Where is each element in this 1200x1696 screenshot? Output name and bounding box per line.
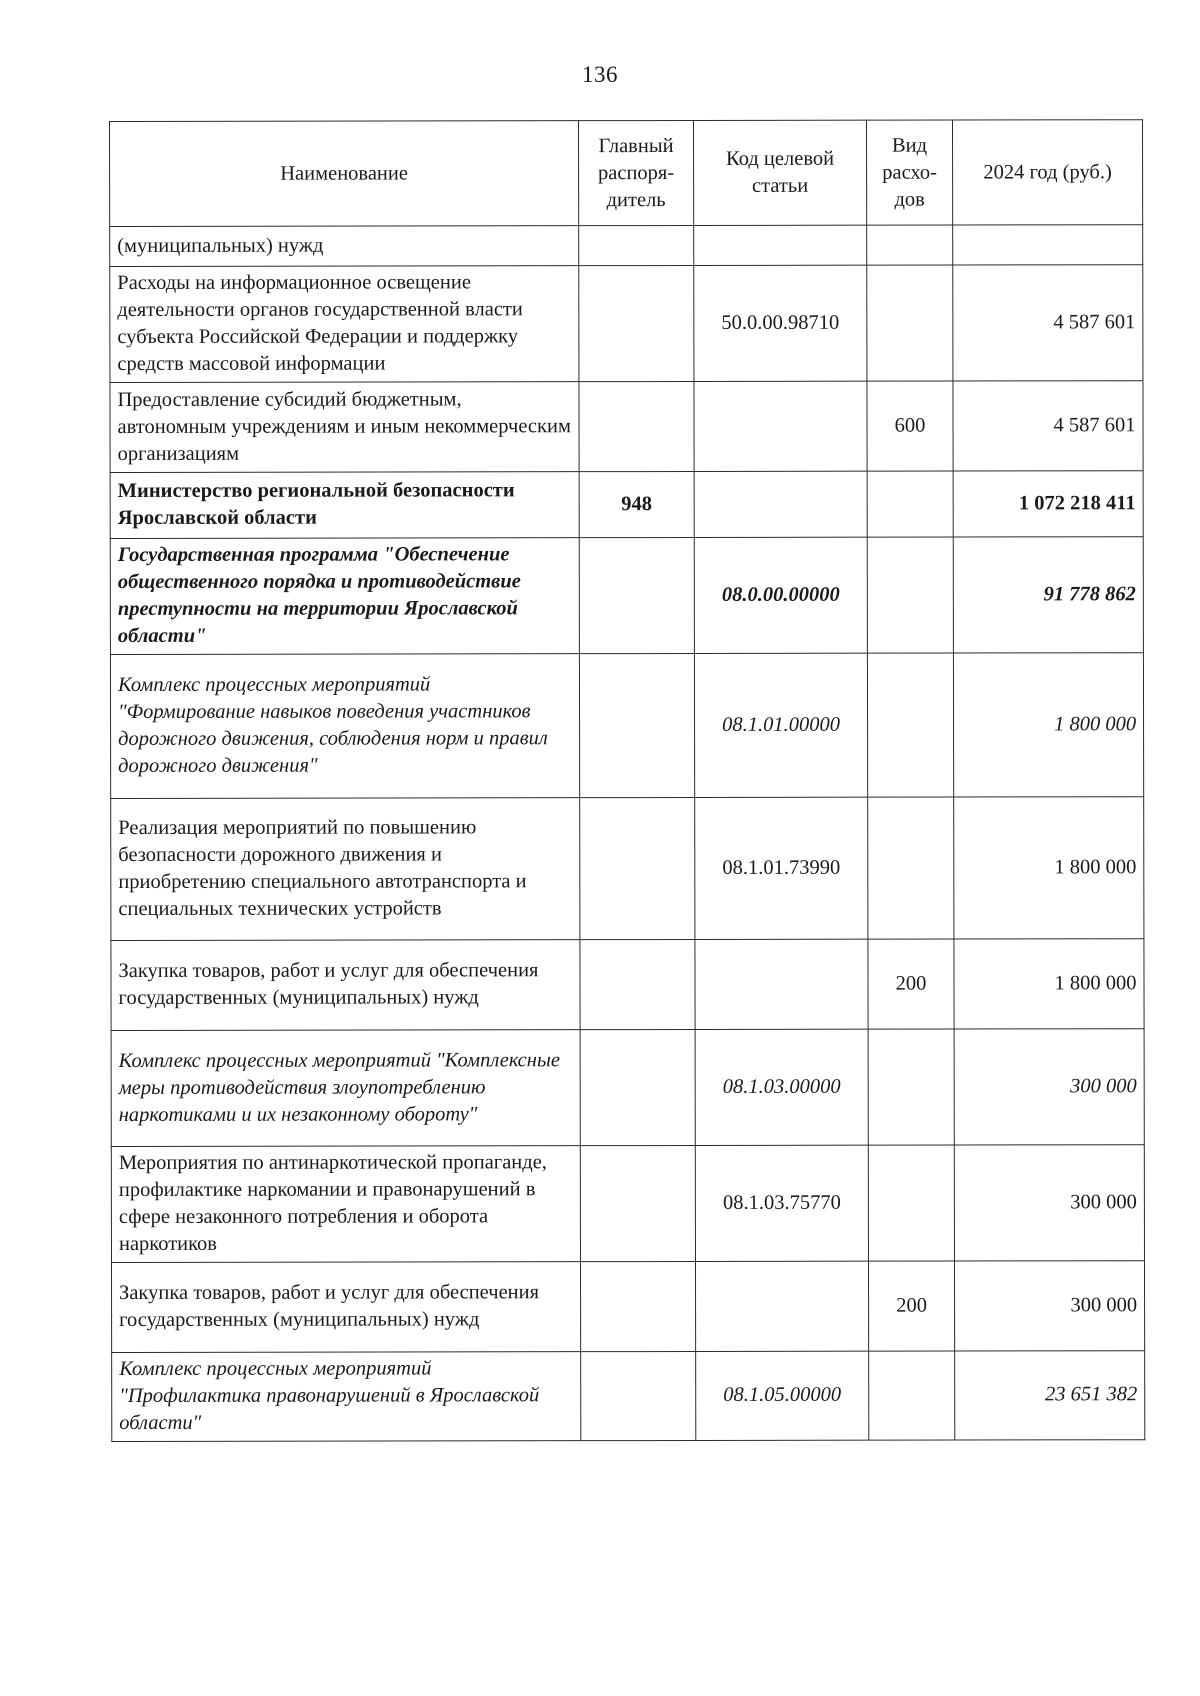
cell-chief-manager — [579, 265, 694, 381]
cell-amount: 300 000 — [954, 1029, 1144, 1145]
cell-name: Реализация мероприятий по повышению безопасности дорожного движения и приобретению специального автотранспорта и специальных технических устройств — [111, 798, 580, 941]
cell-target-code: 08.0.00.00000 — [694, 537, 867, 653]
cell-amount — [953, 225, 1143, 265]
cell-target-code: 08.1.03.75770 — [695, 1145, 868, 1261]
cell-target-code — [694, 225, 867, 265]
header-expense-type: Вид расхо-дов — [866, 120, 952, 225]
cell-target-code — [695, 939, 868, 1029]
cell-expense-type — [867, 225, 953, 265]
cell-expense-type — [867, 471, 953, 537]
cell-name: (муниципальных) нужд — [110, 226, 579, 267]
table-row — [110, 265, 1143, 383]
table-header — [110, 120, 1143, 227]
cell-expense-type — [868, 1145, 954, 1261]
cell-chief-manager — [580, 1261, 695, 1351]
cell-target-code: 50.0.00.98710 — [694, 265, 867, 381]
header-year: 2024 год (руб.) — [952, 120, 1142, 225]
cell-target-code — [695, 1261, 868, 1351]
cell-expense-type: 600 — [867, 381, 953, 471]
cell-amount: 4 587 601 — [953, 265, 1143, 381]
cell-amount: 23 651 382 — [955, 1351, 1145, 1440]
cell-amount: 91 778 862 — [953, 537, 1143, 653]
cell-name: Мероприятия по антинаркотической пропаганде, профилактике наркомании и правонарушений в сфере незаконного потребления и оборота наркотиков — [111, 1146, 580, 1263]
cell-name: Комплекс процессных мероприятий "Формирование навыков поведения участников дорожного движения, соблюдения норм и правил дорожного движения" — [110, 654, 579, 799]
cell-chief-manager: 948 — [579, 471, 694, 537]
cell-amount: 1 800 000 — [953, 653, 1143, 797]
cell-name: Комплекс процессных мероприятий "Профилактика правонарушений в Ярославской области" — [112, 1352, 581, 1442]
cell-chief-manager — [580, 939, 695, 1029]
table-row — [110, 471, 1143, 539]
table-row — [110, 381, 1143, 473]
table-row — [111, 1029, 1144, 1147]
cell-expense-type — [867, 265, 953, 381]
cell-name: Государственная программа "Обеспечение общественного порядка и противодействие преступности на территории Ярославской области" — [110, 538, 579, 655]
table-row — [111, 797, 1144, 941]
cell-chief-manager — [581, 1351, 696, 1440]
cell-amount: 1 072 218 411 — [953, 471, 1143, 537]
cell-name: Предоставление субсидий бюджетным, автономным учреждениям и иным некоммерческим организациям — [110, 382, 579, 473]
table-row — [112, 1351, 1145, 1442]
cell-expense-type — [868, 1029, 954, 1145]
cell-chief-manager — [580, 797, 695, 939]
cell-expense-type — [868, 797, 954, 939]
cell-expense-type: 200 — [868, 1261, 954, 1351]
cell-target-code — [694, 471, 867, 537]
header-name: Наименование — [110, 121, 579, 227]
cell-name: Закупка товаров, работ и услуг для обеспечения государственных (муниципальных) нужд — [111, 940, 580, 1031]
header-row — [110, 120, 1143, 227]
table-row — [111, 1145, 1144, 1263]
cell-amount: 300 000 — [954, 1261, 1144, 1351]
cell-chief-manager — [579, 381, 694, 471]
header-chief-manager: Главный распоря-дитель — [579, 120, 694, 225]
cell-chief-manager — [580, 1029, 695, 1145]
table-row — [110, 537, 1143, 655]
table-row — [111, 1261, 1144, 1353]
cell-expense-type — [869, 1351, 955, 1440]
cell-name: Расходы на информационное освещение деятельности органов государственной власти субъекта Российской Федерации и поддержку средств массовой информации — [110, 266, 579, 383]
cell-chief-manager — [579, 225, 694, 265]
cell-name: Министерство региональной безопасности Ярославской области — [110, 472, 579, 539]
cell-target-code: 08.1.01.73990 — [695, 797, 868, 939]
table-row — [110, 653, 1143, 799]
table-row — [110, 225, 1143, 267]
cell-target-code: 08.1.01.00000 — [694, 653, 867, 797]
cell-amount: 4 587 601 — [953, 381, 1143, 471]
cell-expense-type: 200 — [868, 939, 954, 1029]
cell-chief-manager — [580, 1145, 695, 1261]
cell-expense-type — [867, 653, 953, 797]
cell-amount: 1 800 000 — [954, 939, 1144, 1029]
budget-table — [109, 119, 1145, 1442]
cell-expense-type — [867, 537, 953, 653]
cell-target-code — [694, 381, 867, 471]
cell-chief-manager — [579, 653, 694, 797]
header-target-code: Код целевой статьи — [694, 120, 867, 225]
table-row — [111, 939, 1144, 1031]
cell-target-code: 08.1.03.00000 — [695, 1029, 868, 1145]
cell-name: Комплекс процессных мероприятий "Комплексные меры противодействия злоупотреблению наркотиками и их незаконному обороту" — [111, 1030, 580, 1147]
cell-chief-manager — [579, 537, 694, 653]
cell-target-code: 08.1.05.00000 — [696, 1351, 869, 1440]
table-body — [110, 225, 1145, 1442]
page-number: 136 — [582, 62, 618, 87]
cell-amount: 1 800 000 — [954, 797, 1144, 939]
cell-name: Закупка товаров, работ и услуг для обеспечения государственных (муниципальных) нужд — [111, 1262, 580, 1353]
cell-amount: 300 000 — [954, 1145, 1144, 1261]
